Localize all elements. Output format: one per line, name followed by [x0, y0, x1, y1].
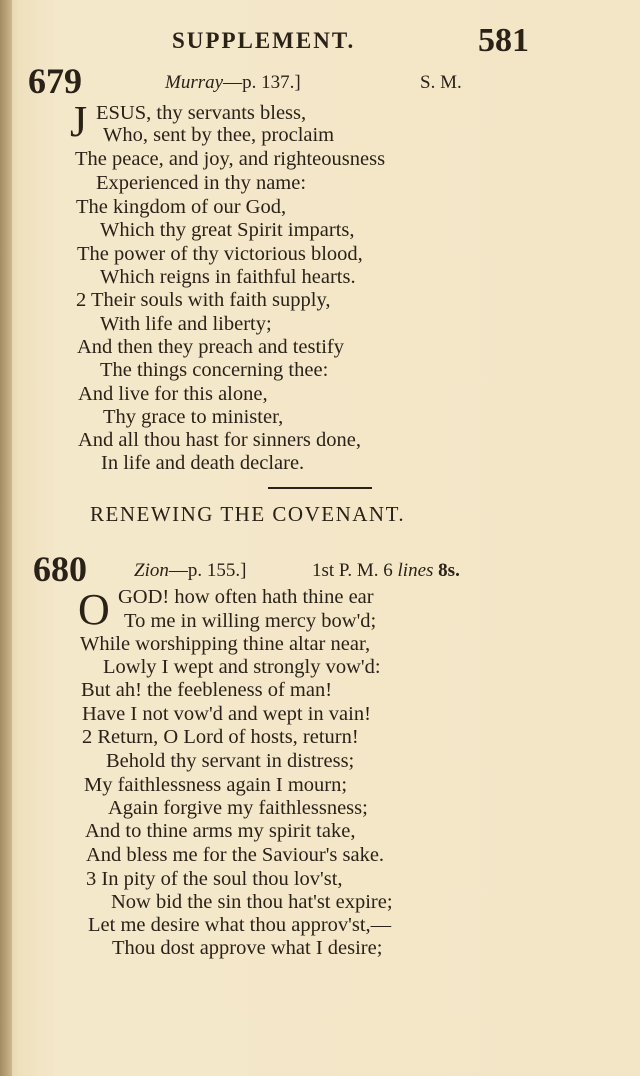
verse-line: Lowly I wept and strongly vow'd: [103, 656, 381, 678]
meter [312, 560, 460, 582]
verse-line: The things concerning thee: [100, 359, 329, 381]
verse-line: Which reigns in faithful hearts. [100, 266, 356, 288]
section-divider [268, 487, 372, 489]
verse-line: With life and liberty; [100, 313, 272, 335]
verse-line: The power of thy victorious blood, [77, 243, 363, 265]
tune-page: —p. 155.] [168, 560, 247, 581]
meter-suffix: 8s. [438, 560, 460, 581]
meter: S. M. [420, 72, 462, 93]
verse-line: ESUS, thy servants bless, [96, 102, 307, 124]
tune-page: —p. 137.] [223, 72, 301, 93]
verse-line: Let me desire what thou approv'st,— [88, 914, 392, 936]
verse-line: The kingdom of our God, [76, 196, 287, 218]
verse-line: Who, sent by thee, proclaim [103, 124, 335, 146]
book-spine-edge [0, 0, 12, 1076]
verse-line: And then they preach and testify [77, 336, 344, 358]
verse-line: GOD! how often hath thine ear [118, 586, 374, 608]
verse-line: 3 In pity of the soul thou lov'st, [86, 868, 343, 890]
hymn-679-heading [0, 60, 640, 100]
meter-prefix: 1st P. M. 6 [312, 560, 393, 581]
tune-name: Murray [165, 72, 224, 93]
verse-line: Have I not vow'd and wept in vain! [82, 703, 371, 725]
verse-line: Again forgive my faithlessness; [108, 797, 368, 819]
drop-cap: J [70, 97, 88, 146]
running-head: SUPPLEMENT. [172, 28, 356, 53]
verse-line: My faithlessness again I mourn; [84, 774, 348, 796]
hymn-number: 680 [33, 549, 87, 589]
verse-line: The peace, and joy, and righteousness [75, 148, 386, 170]
verse-line: And live for this alone, [78, 383, 268, 405]
section-title: RENEWING THE COVENANT. [90, 502, 406, 526]
page-number: 581 [478, 22, 529, 59]
verse-line: Now bid the sin thou hat'st expire; [111, 891, 393, 913]
tune-name: Zion [134, 560, 169, 581]
verse-line: 2 Return, O Lord of hosts, return! [82, 726, 359, 748]
verse-line: Experienced in thy name: [96, 172, 307, 194]
verse-line: In life and death declare. [101, 452, 305, 474]
verse-line: Thou dost approve what I desire; [112, 937, 383, 959]
verse-line: Which thy great Spirit imparts, [100, 219, 355, 241]
verse-line: And to thine arms my spirit take, [85, 820, 356, 842]
verse-line: 2 Their souls with faith supply, [76, 289, 331, 311]
meter-italic: lines [397, 560, 434, 581]
verse-line: While worshipping thine altar near, [80, 633, 371, 655]
drop-cap: O [78, 585, 110, 634]
hymn-number: 679 [28, 61, 82, 101]
hymn-680-heading [0, 548, 640, 588]
verse-line: To me in willing mercy bow'd; [124, 610, 377, 632]
verse-line: And all thou hast for sinners done, [78, 429, 361, 451]
verse-line: And bless me for the Saviour's sake. [86, 844, 385, 866]
verse-line: Behold thy servant in distress; [106, 750, 355, 772]
tune-reference [134, 560, 246, 582]
tune-reference [165, 72, 301, 94]
verse-line: But ah! the feebleness of man! [81, 679, 333, 701]
page-header [0, 22, 640, 62]
verse-line: Thy grace to minister, [103, 406, 284, 428]
